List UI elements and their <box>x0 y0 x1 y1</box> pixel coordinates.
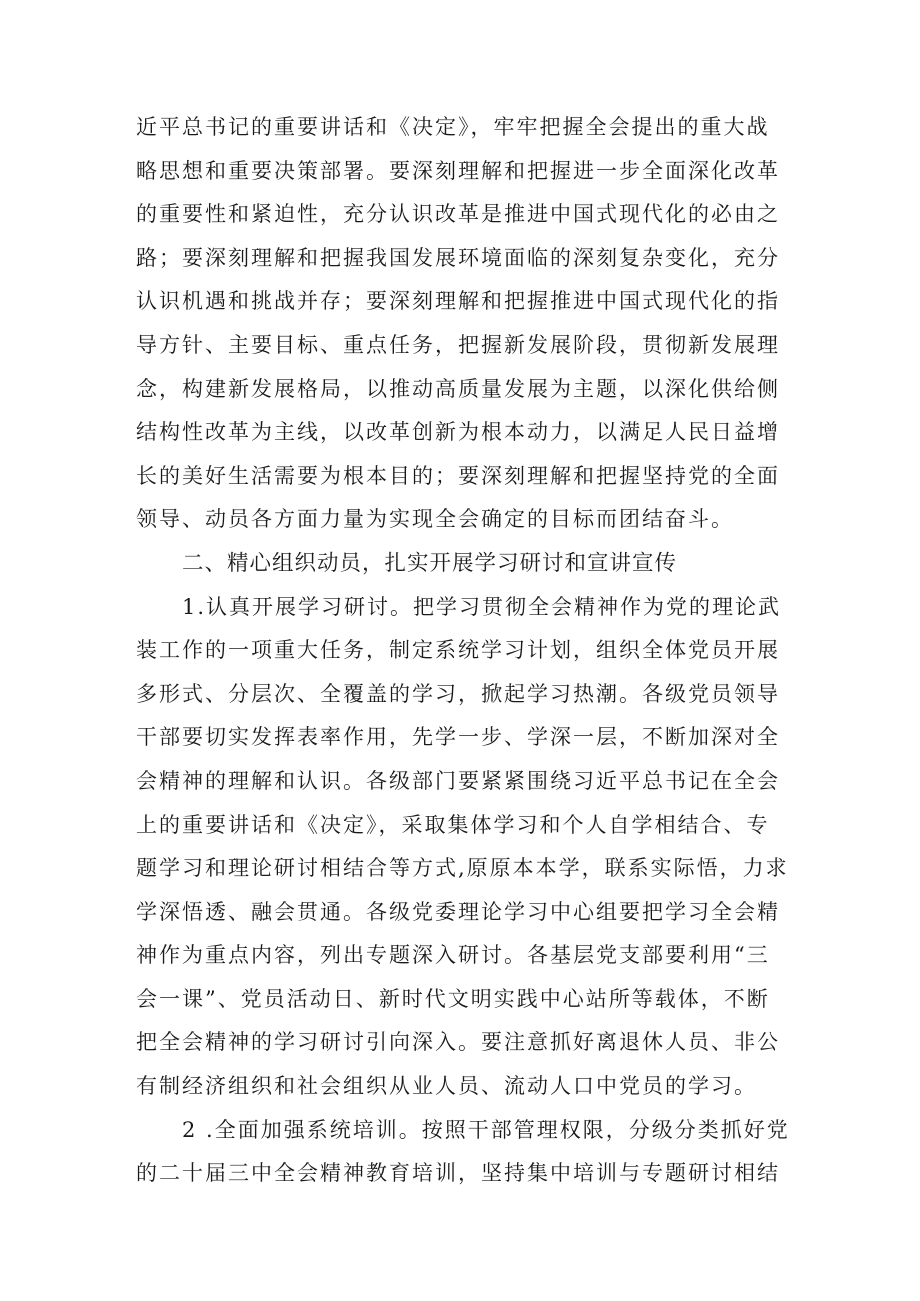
paragraph-system-training <box>136 1109 790 1196</box>
text-line: 2 .全面加强系统培训。按照干部管理权限，分级分类抓好党 <box>182 1117 790 1142</box>
text-line: 干部要切实发挥表率作用，先学一步、学深一层，不断加深对全 <box>136 725 780 750</box>
text-line: 题学习和理论研讨相结合等方式,原原本本学，联系实际悟，力求 <box>136 856 789 881</box>
document-body <box>136 106 790 1196</box>
text-line: 长的美好生活需要为根本目的；要深刻理解和把握坚持党的全面 <box>136 463 780 488</box>
text-line: 略思想和重要决策部署。要深刻理解和把握进一步全面深化改革 <box>136 158 780 183</box>
text-line: 神作为重点内容，列出专题深入研讨。各基层党支部要利用“三 <box>136 943 770 968</box>
text-line: 的二十届三中全会精神教育培训，坚持集中培训与专题研讨相结 <box>136 1161 780 1186</box>
paragraph-study-discussion <box>136 586 790 1109</box>
text-line: 有制经济组织和社会组织从业人员、流动人口中党员的学习。 <box>136 1074 757 1099</box>
section-heading <box>136 542 790 586</box>
text-line: 近平总书记的重要讲话和《决定》，牢牢把握全会提出的重大战 <box>136 115 770 139</box>
text-line: 多形式、分层次、全覆盖的学习，掀起学习热潮。各级党员领导 <box>136 681 780 706</box>
paragraph-intro <box>136 106 790 542</box>
text-line: 路；要深刻理解和把握我国发展环境面临的深刻复杂变化，充分 <box>136 245 780 270</box>
text-line: 装工作的一项重大任务，制定系统学习计划，组织全体党员开展 <box>136 638 780 663</box>
text-line: 的重要性和紧迫性，充分认识改革是推进中国式现代化的必由之 <box>136 202 780 227</box>
text-line: 把全会精神的学习研讨引向深入。要注意抓好离退休人员、非公 <box>136 1030 780 1055</box>
text-line: 上的重要讲话和《决定》，采取集体学习和个人自学相结合、专 <box>136 812 770 837</box>
section-heading-text: 二、精心组织动员，扎实开展学习研讨和宣讲宣传 <box>182 550 678 576</box>
text-line: 领导、动员各方面力量为实现全会确定的目标而团结奋斗。 <box>136 507 734 532</box>
text-line: 会精神的理解和认识。各级部门要紧紧围绕习近平总书记在全会 <box>136 768 780 793</box>
text-line: 导方针、主要目标、重点任务，把握新发展阶段，贯彻新发展理 <box>136 332 780 357</box>
text-line: 学深悟透、融会贯通。各级党委理论学习中心组要把学习全会精 <box>136 899 780 924</box>
text-line: 结构性改革为主线，以改革创新为根本动力，以满足人民日益增 <box>136 420 780 445</box>
text-line: 念，构建新发展格局，以推动高质量发展为主题，以深化供给侧 <box>136 376 780 401</box>
text-line: 1.认真开展学习研讨。把学习贯彻全会精神作为党的理论武 <box>182 594 782 619</box>
text-line: 认识机遇和挑战并存；要深刻理解和把握推进中国式现代化的指 <box>136 289 780 314</box>
text-line: 会一课”、党员活动日、新时代文明实践中心站所等载体，不断 <box>136 986 770 1011</box>
